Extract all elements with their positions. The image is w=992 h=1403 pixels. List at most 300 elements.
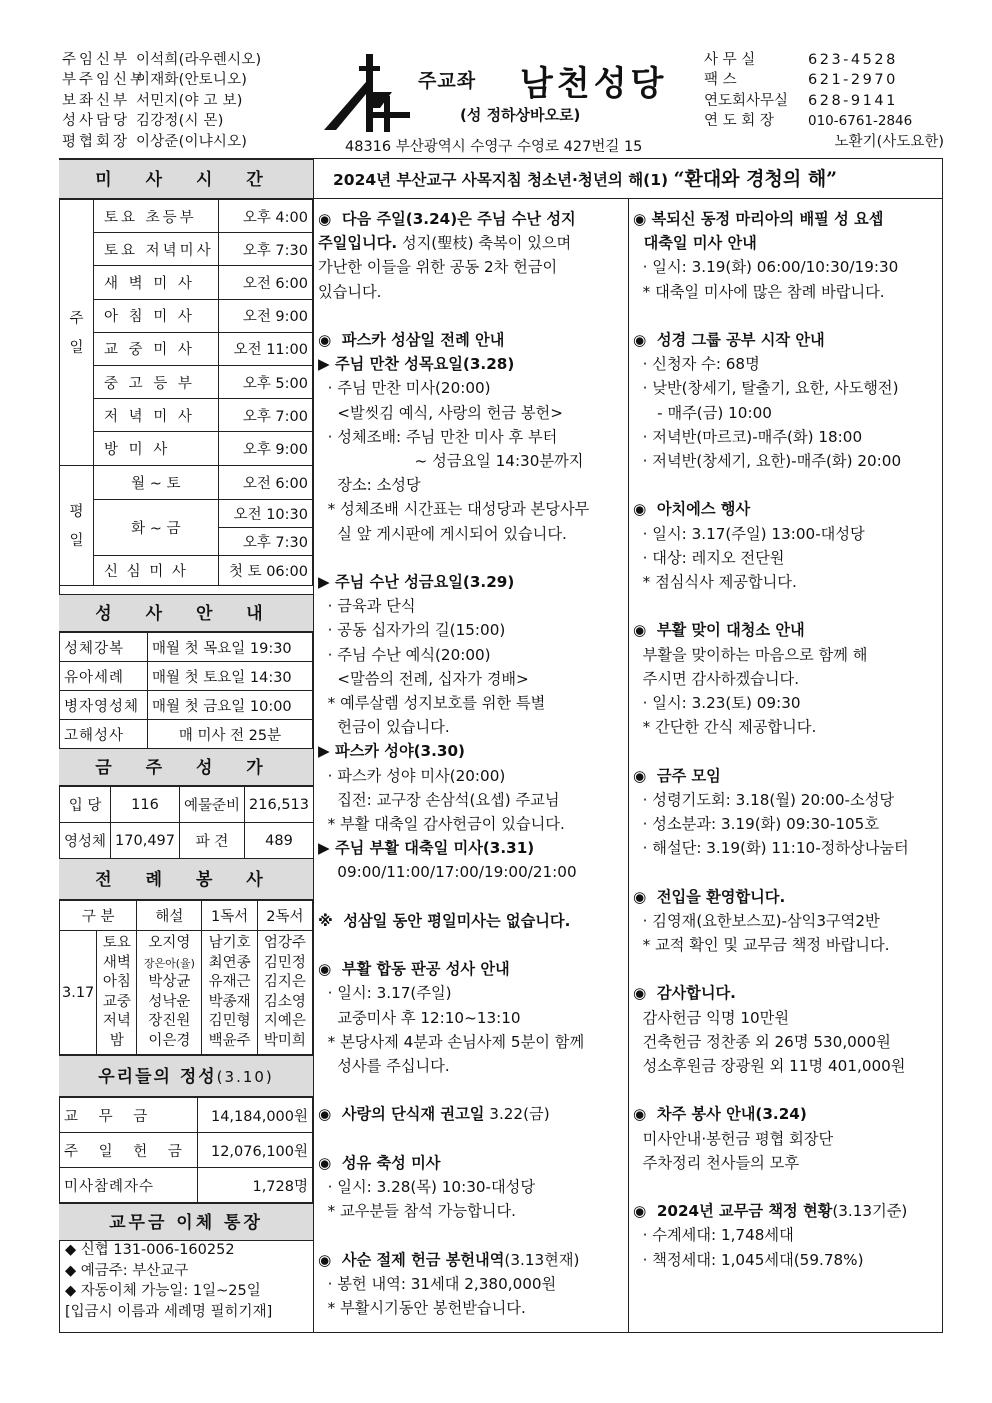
- notice-line: [633, 1078, 941, 1102]
- mass-time: 첫 토 06:00: [218, 555, 312, 585]
- notice-line: [633, 667, 941, 691]
- notice-text: · 저녁반(창세기, 요한)-매주(화) 20:00: [633, 452, 902, 471]
- liturgy-entry: 백윤주: [208, 1032, 251, 1049]
- notice-text-rest: 3.22(금): [484, 1105, 550, 1124]
- notice-text: · 일시: 3.23(토) 09:30: [633, 694, 801, 713]
- mass-title: 미 사 시 간: [59, 159, 313, 199]
- liturgy-entry: 장진원: [148, 1013, 191, 1029]
- mass-time: 오후 7:30: [218, 233, 312, 266]
- liturgy-entry: 이은경: [148, 1032, 191, 1049]
- notice-line: [318, 981, 626, 1005]
- notice-line: [633, 304, 941, 328]
- notice-line: [318, 691, 626, 715]
- notice-text: · 성체조배: 주님 만찬 미사 후 부터: [318, 427, 558, 446]
- hymn-cell: 영성체: [60, 823, 111, 859]
- notice-text: ◉ 사랑의 단식재 권고일: [318, 1105, 485, 1124]
- liturgy-entry: 밤: [109, 1032, 124, 1049]
- notice-text: * 대축일 미사에 많은 참례 바랍니다.: [633, 282, 885, 301]
- notice-line: [633, 255, 941, 279]
- notice-text: 대축일 미사 안내: [633, 234, 757, 253]
- sacrament-time: 매월 첫 목요일 19:30: [148, 633, 313, 662]
- notice-line: [318, 788, 626, 812]
- notice-line: [318, 1030, 626, 1054]
- notice-line: [318, 885, 626, 909]
- liturgy-entry: 엄강주: [263, 935, 306, 951]
- notice-text: * 교적 확인 및 교무금 책정 바랍니다.: [633, 936, 890, 955]
- notice-text: * 간단한 간식 제공합니다.: [633, 718, 817, 737]
- notice-line: [633, 546, 941, 570]
- offering-value: 14,184,000원: [198, 1098, 313, 1133]
- notice-text: ◉ 부활 맞이 대청소 안내: [633, 621, 805, 640]
- notice-line: [633, 933, 941, 957]
- notice-line: [318, 425, 626, 449]
- notice-line: [318, 376, 626, 400]
- hymn-cell: 116: [111, 787, 180, 823]
- notice-text: · 일시: 3.28(목) 10:30-대성당: [318, 1178, 536, 1197]
- weekly-hymn-title: 금 주 성 가: [59, 748, 313, 786]
- notice-line: [318, 1175, 626, 1199]
- liturgy-entry: 박미희: [263, 1032, 306, 1049]
- mass-time: 오후 7:30: [218, 527, 312, 555]
- notice-line: [318, 643, 626, 667]
- notice-text: · 대상: 레지오 전단원: [633, 548, 785, 567]
- clergy-name: 이상준(이냐시오): [136, 133, 248, 150]
- mass-time: 오전 9:00: [218, 299, 312, 332]
- notice-text: - 매주(금) 10:00: [633, 403, 772, 422]
- notice-line: [318, 352, 626, 376]
- hymn-cell: 입 당: [60, 787, 111, 823]
- notice-line: [633, 788, 941, 812]
- notice-text: * 부활시기동안 봉헌받습니다.: [318, 1299, 526, 1318]
- notice-text-rest: (3.13현재): [504, 1250, 580, 1269]
- offering-title: [59, 1055, 313, 1097]
- notice-line: [318, 1223, 626, 1247]
- notice-line: [318, 715, 626, 739]
- mass-name: 아 침 미 사: [94, 299, 219, 332]
- liturgy-entry: 새벽: [102, 954, 131, 971]
- contact-list: [704, 50, 944, 152]
- notice-line: [633, 812, 941, 836]
- notice-text: · 금육과 단식: [318, 597, 416, 616]
- contact-value: 628-9141: [808, 92, 898, 109]
- notice-text: ◉ 성유 축성 미사: [318, 1153, 441, 1172]
- notice-text: ◉ 전입을 환영합니다.: [633, 887, 786, 906]
- notice-text: 감사헌금 익명 10만원: [633, 1008, 790, 1027]
- hymn-cell: 489: [245, 823, 314, 859]
- account-info: [59, 1240, 313, 1322]
- notice-line: [318, 497, 626, 521]
- notice-text: · 저녁반(마르코)-매주(화) 18:00: [633, 427, 863, 446]
- notice-line: [633, 231, 941, 255]
- notice-line: [318, 739, 626, 763]
- notice-text: 교중미사 후 12:10~13:10: [318, 1008, 521, 1027]
- notice-text-rest: 성지(聖枝) 축복이 있으며: [397, 234, 572, 253]
- offering-name: 교 무 금: [60, 1098, 198, 1133]
- mass-name: 월 ~ 토: [94, 465, 219, 499]
- liturgy-entry: 김민형: [208, 1013, 251, 1029]
- notice-text: ※ 성삼일 동안 평일미사는 없습니다.: [318, 911, 571, 930]
- notice-text: ◉ 복되신 동정 마리아의 배필 성 요셉: [633, 210, 884, 228]
- notice-line: [318, 207, 626, 231]
- hymn-cell: 예물준비: [180, 787, 245, 823]
- notice-text: ◉ 사순 절제 헌금 봉헌내역: [318, 1250, 505, 1269]
- notice-line: [633, 280, 941, 304]
- notice-text: ◉ 금주 모임: [633, 766, 721, 785]
- notice-line: [633, 618, 941, 642]
- mass-time: 오후 9:00: [218, 432, 312, 465]
- account-line: ◆ 신협 131-006-160252: [65, 1242, 235, 1258]
- theme-prefix: 2024년 부산교구 사목지침 청소년·청년의 해(1): [333, 171, 669, 189]
- notice-text: ▶ 주님 만찬 성목요일(3.28): [318, 355, 515, 374]
- account-line: ◆ 자동이체 가능일: 1일~25일: [65, 1283, 261, 1299]
- contact-row: [704, 91, 944, 111]
- notice-column-middle: [318, 207, 626, 1320]
- notice-line: [318, 401, 626, 425]
- notice-text: · 주님 만찬 미사(20:00): [318, 379, 491, 398]
- notice-line: [633, 1127, 941, 1151]
- notice-line: [633, 715, 941, 739]
- notice-text: 실 앞 게시판에 게시되어 있습니다.: [318, 524, 567, 543]
- notice-text: 미사안내·봉헌금 평협 회장단: [633, 1129, 834, 1148]
- notice-text: 09:00/11:00/17:00/19:00/21:00: [318, 863, 577, 882]
- mass-name: 토요 저녁미사: [94, 233, 219, 266]
- sacrament-name: 유아세례: [60, 662, 148, 691]
- liturgy-entry: 저녁: [102, 1013, 131, 1029]
- sunday-label: [60, 200, 94, 466]
- account-line: ◆ 예금주: 부산교구: [65, 1262, 189, 1279]
- notice-text: · 신청자 수: 68명: [633, 355, 760, 374]
- offering-value: 1,728명: [198, 1168, 313, 1203]
- liturgy-head: 해설: [137, 901, 202, 931]
- notice-text: * 교우분들 참석 가능합니다.: [318, 1202, 516, 1221]
- notice-line: [633, 328, 941, 352]
- contact-person: 노환기(사도요한): [834, 133, 944, 150]
- liturgy-entry: 성낙운: [148, 993, 191, 1010]
- mass-name: 저 녁 미 사: [94, 399, 219, 432]
- church-address: 48316 부산광역시 수영구 수영로 427번길 15: [345, 139, 643, 155]
- notice-line: [318, 909, 626, 933]
- liturgy-entry: 김민정: [263, 954, 306, 971]
- sunday-label-char: 주: [69, 311, 84, 328]
- hymn-cell: 파 견: [180, 823, 245, 859]
- notice-line: [318, 933, 626, 957]
- notice-text: * 본당사제 4분과 손님사제 5분이 함께: [318, 1032, 585, 1051]
- notice-line: [633, 1175, 941, 1199]
- liturgy-entry: 지예은: [263, 1013, 306, 1029]
- clergy-role: 성사담당: [62, 113, 131, 130]
- notice-text: 있습니다.: [318, 282, 382, 301]
- liturgy-entry: 김소영: [263, 993, 306, 1010]
- notice-line: [318, 1054, 626, 1078]
- notice-text: ◉ 성경 그룹 공부 시작 안내: [633, 331, 825, 349]
- liturgy-head: 1독서: [202, 901, 257, 931]
- liturgy-entry: 장은아(율): [143, 956, 195, 970]
- notice-line: [318, 1248, 626, 1272]
- weekday-label-char: 일: [69, 533, 84, 549]
- notice-line: [633, 1054, 941, 1078]
- notice-text: * 예루살렘 성지보호를 위한 특별: [318, 694, 546, 713]
- notice-text: · 파스카 성야 미사(20:00): [318, 766, 506, 785]
- weekly-hymn-table: [59, 786, 314, 859]
- account-title: 교무금 이체 통장: [59, 1203, 313, 1241]
- notice-text: <발씻김 예식, 사랑의 헌금 봉헌>: [318, 403, 563, 422]
- notice-line: [318, 570, 626, 594]
- liturgy-entry: 박상균: [148, 974, 191, 990]
- clergy-row: [62, 111, 312, 131]
- mass-name: 방 미 사: [94, 432, 219, 465]
- notice-text: * 점심식사 제공합니다.: [633, 573, 797, 592]
- liturgy-entry: 최연종: [208, 954, 251, 971]
- liturgy-head: 2독서: [257, 901, 312, 931]
- notice-text: ◉ 차주 봉사 안내(3.24): [633, 1105, 807, 1124]
- mass-time: 오전 11:00: [218, 332, 312, 365]
- notice-line: [633, 1102, 941, 1126]
- hymn-cell: 216,513: [245, 787, 314, 823]
- liturgy-entry: 남기호: [208, 935, 251, 951]
- notice-line: [318, 1102, 626, 1126]
- sacrament-name: 성체강복: [60, 633, 148, 662]
- mass-name: 신 심 미 사: [94, 555, 219, 585]
- theme-banner: [313, 159, 943, 199]
- notice-line: [633, 1006, 941, 1030]
- clergy-role: 주임신부: [62, 52, 131, 68]
- notice-line: [633, 207, 941, 231]
- liturgy-commentators: [137, 931, 202, 1055]
- church-patron: (성 정하상바오로): [460, 106, 581, 124]
- notice-text: ◉ 파스카 성삼일 전례 안내: [318, 331, 505, 349]
- sunday-label-char: 일: [69, 340, 84, 357]
- contact-label: 연도회사무실: [704, 92, 789, 109]
- notice-text: · 공동 십자가의 길(15:00): [318, 621, 506, 640]
- notice-line: [318, 546, 626, 570]
- notice-line: [633, 836, 941, 860]
- liturgy-entry: 토요: [102, 935, 131, 951]
- contact-label: 연 도 회 장: [704, 113, 774, 130]
- notice-text: ◉ 부활 합동 판공 성사 안내: [318, 960, 510, 979]
- notice-line: [318, 473, 626, 497]
- notice-line: [633, 425, 941, 449]
- liturgy-entry: 아침: [102, 974, 131, 990]
- contact-value: 623-4528: [808, 52, 898, 68]
- notice-line: [633, 764, 941, 788]
- liturgy-head: 구 분: [60, 901, 137, 931]
- contact-value: 010-6761-2846: [808, 113, 913, 130]
- notice-text: 주일입니다.: [318, 234, 398, 253]
- notice-line: [633, 885, 941, 909]
- notice-text: · 일시: 3.17(주일) 13:00-대성당: [633, 524, 865, 543]
- weekday-label: [60, 465, 94, 585]
- sacrament-time: 매월 첫 토요일 14:30: [148, 662, 313, 691]
- notice-line: [318, 1078, 626, 1102]
- notice-column-right: [633, 207, 941, 1272]
- notice-line: [318, 231, 626, 255]
- notice-line: [318, 812, 626, 836]
- liturgy-entry: 유재근: [208, 974, 251, 990]
- contact-label: 팩 스: [704, 72, 737, 89]
- notice-text: ◉ 다음 주일(3.24)은 주님 수난 성지: [318, 210, 576, 228]
- notice-line: [318, 667, 626, 691]
- notice-line: [633, 691, 941, 715]
- clergy-row: [62, 50, 312, 70]
- clergy-name: 이재화(안토니오): [136, 72, 248, 89]
- notice-text: 건축헌금 정찬종 외 26명 530,000원: [633, 1032, 891, 1051]
- clergy-role: 평협회장: [62, 133, 131, 150]
- clergy-name: 서민지(야 고 보): [136, 92, 243, 109]
- offering-value: 12,076,100원: [198, 1133, 313, 1168]
- notice-line: [633, 1223, 941, 1247]
- notice-text: 성사를 주십니다.: [318, 1057, 450, 1076]
- clergy-role: 부주임신부: [62, 72, 148, 89]
- church-prefix: 주교좌: [418, 70, 477, 92]
- mass-time: 오후 7:00: [218, 399, 312, 432]
- mass-name: 토요 초등부: [94, 200, 219, 233]
- notice-text: 가난한 이들을 위한 공동 2차 헌금이: [318, 258, 558, 277]
- notice-line: [318, 957, 626, 981]
- mass-name: 교 중 미 사: [94, 332, 219, 365]
- notice-line: [318, 280, 626, 304]
- offering-title-text: 우리들의 정성: [98, 1067, 217, 1087]
- notice-line: [633, 352, 941, 376]
- notice-line: [318, 836, 626, 860]
- clergy-name: 이석희(라우렌시오): [136, 52, 262, 68]
- contact-value: 621-2970: [808, 72, 898, 89]
- notice-text: · 봉헌 내역: 31세대 2,380,000원: [318, 1274, 557, 1293]
- notice-line: [633, 449, 941, 473]
- notice-text: 집전: 교구장 손삼석(요셉) 주교님: [318, 790, 560, 809]
- notice-text: ~ 성금요일 14:30분까지: [318, 452, 584, 471]
- notice-text: · 해설단: 3.19(화) 11:10-정하상나눔터: [633, 839, 909, 858]
- column-divider: [313, 158, 314, 1333]
- offering-table: [59, 1097, 313, 1203]
- clergy-name: 김강정(시 몬): [136, 113, 224, 130]
- notice-text: 부활을 맞이하는 마음으로 함께 해: [633, 645, 868, 664]
- church-name: 남천성당: [520, 64, 668, 104]
- notice-text: · 책정세대: 1,045세대(59.78%): [633, 1250, 864, 1269]
- notice-text: · 김영재(요한보스꼬)-삼익3구역2반: [633, 911, 880, 930]
- notice-line: [318, 328, 626, 352]
- offering-name: 미사참례자수: [60, 1168, 198, 1203]
- liturgy-date: 3.17: [60, 931, 97, 1055]
- notice-line: [633, 957, 941, 981]
- notice-text: ◉ 아치에스 행사: [633, 500, 751, 519]
- clergy-role: 보좌신부: [62, 92, 131, 109]
- contact-row: [704, 50, 944, 70]
- notice-line: [633, 473, 941, 497]
- notice-line: [633, 1030, 941, 1054]
- notice-line: [633, 497, 941, 521]
- notice-line: [633, 1248, 941, 1272]
- sacrament-name: 고해성사: [60, 720, 148, 749]
- liturgy-table: [59, 900, 313, 1055]
- offering-name: 주 일 헌 금: [60, 1133, 198, 1168]
- mass-time: 오전 6:00: [218, 465, 312, 499]
- notice-text: ◉ 감사합니다.: [633, 984, 736, 1003]
- mass-time: 오후 4:00: [218, 200, 312, 233]
- notice-text: 주시면 감사하겠습니다.: [633, 669, 800, 688]
- notice-text: · 일시: 3.19(화) 06:00/10:30/19:30: [633, 258, 899, 277]
- liturgy-entry: 박종재: [208, 993, 251, 1010]
- sacrament-table: [59, 632, 313, 749]
- contact-label: 사 무 실: [704, 52, 756, 68]
- liturgy-reading2: [257, 931, 312, 1055]
- notice-line: [633, 981, 941, 1005]
- notice-text: ◉ 2024년 교무금 책정 현황: [633, 1202, 833, 1221]
- notice-line: [633, 401, 941, 425]
- notice-text: · 일시: 3.17(주일): [318, 984, 452, 1003]
- offering-date: (3.10): [216, 1068, 274, 1086]
- notice-text: ▶ 주님 수난 성금요일(3.29): [318, 573, 515, 592]
- notice-text: 장소: 소성당: [318, 476, 421, 495]
- notice-line: [318, 522, 626, 546]
- notice-text: · 성소분과: 3.19(화) 09:30-105호: [633, 815, 880, 834]
- notice-line: [318, 1296, 626, 1320]
- liturgy-entry: 오지영: [148, 935, 191, 951]
- notice-line: [318, 1199, 626, 1223]
- liturgy-entry: 김지은: [263, 974, 306, 990]
- mass-time: 오후 5:00: [218, 365, 312, 398]
- church-logo-icon: [322, 52, 412, 134]
- notice-line: [633, 909, 941, 933]
- notice-line: [318, 1272, 626, 1296]
- notice-line: [633, 522, 941, 546]
- notice-line: [318, 764, 626, 788]
- account-line: [입금시 이름과 세례명 필히기재]: [65, 1303, 273, 1320]
- notice-text: 성소후원금 장광원 외 11명 401,000원: [633, 1057, 906, 1076]
- contact-row: [704, 70, 944, 90]
- notice-line: [318, 594, 626, 618]
- liturgy-reading1: [202, 931, 257, 1055]
- notice-line: [633, 739, 941, 763]
- weekday-label-char: 평: [69, 504, 84, 520]
- theme-slogan: “환대와 경청의 해”: [673, 168, 838, 190]
- sacrament-title: 성 사 안 내: [59, 594, 313, 632]
- notice-line: [318, 1006, 626, 1030]
- column-divider: [628, 199, 629, 1333]
- mass-table: [59, 199, 313, 586]
- notice-line: [633, 643, 941, 667]
- mass-name: 중 고 등 부: [94, 365, 219, 398]
- clergy-row: [62, 70, 312, 90]
- notice-text-rest: (3.13기준): [832, 1202, 908, 1221]
- notice-text: 헌금이 있습니다.: [318, 718, 450, 737]
- clergy-row: [62, 132, 312, 152]
- notice-text: · 수계세대: 1,748세대: [633, 1226, 794, 1245]
- notice-line: [318, 618, 626, 642]
- notice-text: · 성령기도회: 3.18(월) 20:00-소성당: [633, 790, 895, 809]
- notice-text: * 성체조배 시간표는 대성당과 본당사무: [318, 500, 590, 519]
- liturgy-entry: 교중: [102, 993, 131, 1010]
- mass-time: 오전 10:30: [218, 499, 312, 527]
- notice-line: [633, 570, 941, 594]
- notice-line: [318, 449, 626, 473]
- notice-text: · 낮반(창세기, 탈출기, 요한, 사도행전): [633, 379, 899, 398]
- hymn-cell: 170,497: [111, 823, 180, 859]
- notice-text: ▶ 파스카 성야(3.30): [318, 742, 465, 761]
- mass-name: 화 ~ 금: [94, 499, 219, 555]
- mass-name: 새 벽 미 사: [94, 266, 219, 299]
- liturgy-slots: [97, 931, 137, 1055]
- notice-line: [633, 594, 941, 618]
- liturgy-title: 전 례 봉 사: [59, 858, 313, 900]
- clergy-list: [62, 50, 312, 152]
- notice-text: ▶ 주님 부활 대축일 미사(3.31): [318, 839, 535, 858]
- notice-line: [318, 1127, 626, 1151]
- notice-line: [318, 255, 626, 279]
- sacrament-name: 병자영성체: [60, 691, 148, 720]
- notice-text: 주차정리 천사들의 모후: [633, 1153, 800, 1172]
- notice-line: [633, 860, 941, 884]
- notice-line: [318, 860, 626, 884]
